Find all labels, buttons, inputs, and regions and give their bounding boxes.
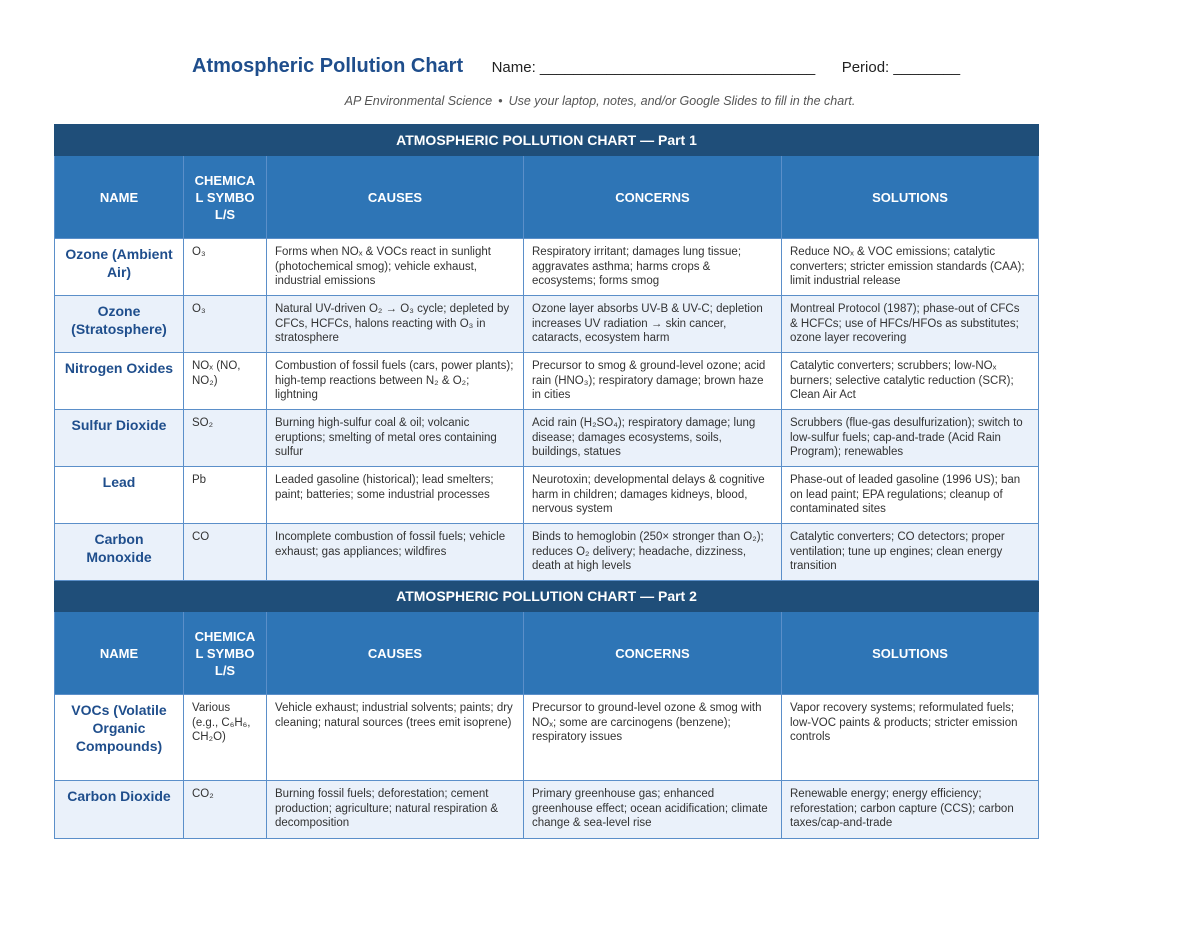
cell-name[interactable]: Carbon Dioxide xyxy=(55,781,184,839)
table-row xyxy=(55,781,1039,839)
part-title-row xyxy=(55,581,1039,612)
cell-solutions[interactable]: Vapor recovery systems; reformulated fuels; low-VOC paints & products; stricter emission controls xyxy=(782,695,1039,781)
cell-symbol[interactable]: Pb xyxy=(184,467,267,524)
table-row xyxy=(55,695,1039,781)
column-header-row xyxy=(55,156,1039,239)
cell-name[interactable]: Nitrogen Oxides xyxy=(55,353,184,410)
name-field[interactable]: Name: _________________________________ xyxy=(491,59,816,76)
cell-name[interactable]: VOCs (Volatile Organic Compounds) xyxy=(55,695,184,781)
cell-symbol[interactable]: NOₓ (NO, NO₂) xyxy=(184,353,267,410)
cell-concerns[interactable]: Ozone layer absorbs UV-B & UV-C; depletion increases UV radiation → skin cancer, cataracts, ecosystem harm xyxy=(524,296,782,353)
cell-symbol[interactable]: SO₂ xyxy=(184,410,267,467)
cell-name[interactable]: Ozone (Ambient Air) xyxy=(55,239,184,296)
instruction-text: Use your laptop, notes, and/or Google Slides to fill in the chart. xyxy=(508,94,856,108)
part-title-row xyxy=(55,125,1039,156)
page-title: Atmospheric Pollution Chart xyxy=(192,55,464,77)
cell-symbol[interactable]: Various (e.g., C₆H₆, CH₂O) xyxy=(184,695,267,781)
pollution-chart-table xyxy=(54,124,1039,839)
column-header-symbol: CHEMICAL SYMBOL/S xyxy=(184,156,267,239)
cell-name[interactable]: Ozone (Stratosphere) xyxy=(55,296,184,353)
column-header-symbol: CHEMICAL SYMBOL/S xyxy=(184,612,267,695)
separator-dot: • xyxy=(498,94,503,108)
cell-solutions[interactable]: Renewable energy; energy efficiency; reforestation; carbon capture (CCS); carbon taxes/cap-and-trade xyxy=(782,781,1039,839)
table-row xyxy=(55,467,1039,524)
cell-concerns[interactable]: Precursor to ground-level ozone & smog with NOₓ; some are carcinogens (benzene); respiratory issues xyxy=(524,695,782,781)
cell-concerns[interactable]: Respiratory irritant; damages lung tissue; aggravates asthma; harms crops & ecosystems; forms smog xyxy=(524,239,782,296)
cell-concerns[interactable]: Neurotoxin; developmental delays & cognitive harm in children; damages kidneys, blood, nervous system xyxy=(524,467,782,524)
cell-causes[interactable]: Combustion of fossil fuels (cars, power plants); high-temp reactions between N₂ & O₂; lightning xyxy=(267,353,524,410)
cell-causes[interactable]: Burning fossil fuels; deforestation; cement production; agriculture; natural respiration & decomposition xyxy=(267,781,524,839)
cell-causes[interactable]: Natural UV-driven O₂ → O₃ cycle; depleted by CFCs, HCFCs, halons reacting with O₃ in stratosphere xyxy=(267,296,524,353)
cell-symbol[interactable]: O₃ xyxy=(184,296,267,353)
column-header-causes: CAUSES xyxy=(267,612,524,695)
table-row xyxy=(55,296,1039,353)
cell-symbol[interactable]: CO₂ xyxy=(184,781,267,839)
cell-solutions[interactable]: Montreal Protocol (1987); phase-out of CFCs & HCFCs; use of HFCs/HFOs as substitutes; ozone layer recovering xyxy=(782,296,1039,353)
cell-symbol[interactable]: CO xyxy=(184,524,267,581)
cell-causes[interactable]: Forms when NOₓ & VOCs react in sunlight (photochemical smog); vehicle exhaust, industrial emissions xyxy=(267,239,524,296)
cell-concerns[interactable]: Acid rain (H₂SO₄); respiratory damage; lung disease; damages ecosystems, soils, buildings, statues xyxy=(524,410,782,467)
table-row xyxy=(55,353,1039,410)
column-header-concerns: CONCERNS xyxy=(524,612,782,695)
cell-solutions[interactable]: Catalytic converters; CO detectors; proper ventilation; tune up engines; clean energy transition xyxy=(782,524,1039,581)
column-header-solutions: SOLUTIONS xyxy=(782,612,1039,695)
cell-concerns[interactable]: Binds to hemoglobin (250× stronger than O₂); reduces O₂ delivery; headache, dizziness, death at high levels xyxy=(524,524,782,581)
table-row xyxy=(55,239,1039,296)
column-header-concerns: CONCERNS xyxy=(524,156,782,239)
cell-name[interactable]: Lead xyxy=(55,467,184,524)
table-row xyxy=(55,410,1039,467)
column-header-row xyxy=(55,612,1039,695)
cell-solutions[interactable]: Reduce NOₓ & VOC emissions; catalytic converters; stricter emission standards (CAA); limit industrial release xyxy=(782,239,1039,296)
cell-causes[interactable]: Incomplete combustion of fossil fuels; vehicle exhaust; gas appliances; wildfires xyxy=(267,524,524,581)
column-header-causes: CAUSES xyxy=(267,156,524,239)
cell-solutions[interactable]: Phase-out of leaded gasoline (1996 US); ban on lead paint; EPA regulations; cleanup of contaminated sites xyxy=(782,467,1039,524)
table-row xyxy=(55,524,1039,581)
part-title: ATMOSPHERIC POLLUTION CHART — Part 2 xyxy=(55,581,1039,612)
cell-symbol[interactable]: O₃ xyxy=(184,239,267,296)
column-header-name: NAME xyxy=(55,612,184,695)
part-title: ATMOSPHERIC POLLUTION CHART — Part 1 xyxy=(55,125,1039,156)
cell-causes[interactable]: Burning high-sulfur coal & oil; volcanic eruptions; smelting of metal ores containing sulfur xyxy=(267,410,524,467)
cell-name[interactable]: Carbon Monoxide xyxy=(55,524,184,581)
course-label: AP Environmental Science xyxy=(344,94,493,108)
cell-concerns[interactable]: Primary greenhouse gas; enhanced greenhouse effect; ocean acidification; climate change & sea-level rise xyxy=(524,781,782,839)
cell-solutions[interactable]: Scrubbers (flue-gas desulfurization); switch to low-sulfur fuels; cap-and-trade (Acid Rain Program); renewables xyxy=(782,410,1039,467)
column-header-name: NAME xyxy=(55,156,184,239)
page-header xyxy=(192,55,960,83)
cell-concerns[interactable]: Precursor to smog & ground-level ozone; acid rain (HNO₃); respiratory damage; brown haze in cities xyxy=(524,353,782,410)
column-header-solutions: SOLUTIONS xyxy=(782,156,1039,239)
cell-name[interactable]: Sulfur Dioxide xyxy=(55,410,184,467)
cell-solutions[interactable]: Catalytic converters; scrubbers; low-NOₓ burners; selective catalytic reduction (SCR); Clean Air Act xyxy=(782,353,1039,410)
period-field[interactable]: Period: ________ xyxy=(841,59,961,76)
cell-causes[interactable]: Leaded gasoline (historical); lead smelters; paint; batteries; some industrial processes xyxy=(267,467,524,524)
subtitle xyxy=(0,94,1200,108)
cell-causes[interactable]: Vehicle exhaust; industrial solvents; paints; dry cleaning; natural sources (trees emit isoprene) xyxy=(267,695,524,781)
